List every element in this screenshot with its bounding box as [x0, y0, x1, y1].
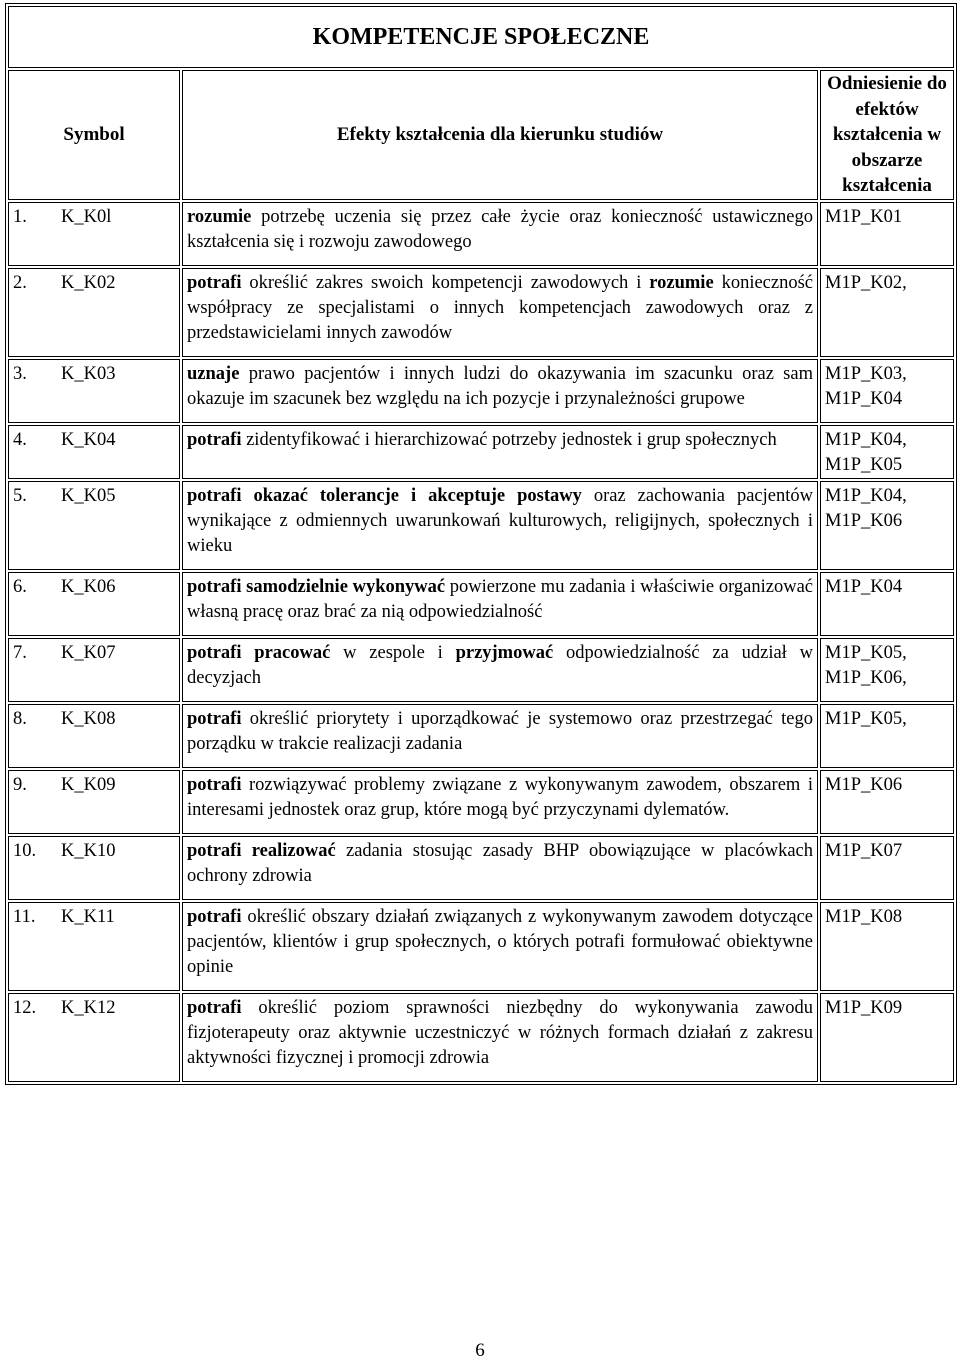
effect-keyword: potrafi	[187, 272, 242, 293]
reference-cell: M1P_K04, M1P_K06	[820, 481, 954, 570]
symbol-cell	[8, 770, 180, 834]
effect-keyword: potrafi samodzielnie wykonywać	[187, 576, 446, 597]
effect-cell	[182, 638, 818, 702]
reference-cell: M1P_K03, M1P_K04	[820, 359, 954, 423]
row-number: 7.	[13, 642, 27, 663]
table-row	[8, 572, 954, 636]
row-number: 3.	[13, 363, 27, 384]
table-body	[8, 202, 954, 1082]
effect-cell	[182, 704, 818, 768]
effect-cell	[182, 202, 818, 266]
effect-keyword: potrafi	[187, 429, 242, 450]
symbol-cell	[8, 359, 180, 423]
effect-text: odpowiedzialność za udział w decyzjach	[187, 642, 813, 688]
table-row	[8, 902, 954, 991]
header-reference: Odniesienie do efektów kształcenia w obszarze kształcenia	[820, 70, 954, 200]
header-symbol: Symbol	[8, 70, 180, 200]
reference-cell: M1P_K01	[820, 202, 954, 266]
row-number: 8.	[13, 708, 27, 729]
symbol-code: K_K0l	[61, 206, 112, 227]
effect-cell	[182, 359, 818, 423]
effect-keyword: potrafi realizować	[187, 840, 336, 861]
effect-text: oraz zachowania pacjentów wynikające z odmiennych uwarunkowań kulturowych, religijnych, społecznych i wieku	[187, 485, 813, 556]
symbol-cell	[8, 268, 180, 357]
effect-keyword: potrafi pracować	[187, 642, 331, 663]
effect-text: konieczność współpracy ze specjalistami o innych kompetencjach zawodowych oraz z przedstawicielami innych zawodów	[187, 272, 814, 343]
table-row	[8, 836, 954, 900]
symbol-cell	[8, 704, 180, 768]
effect-text: zidentyfikować i hierarchizować potrzeby jednostek i grup społecznych	[241, 429, 777, 450]
row-number: 11.	[13, 906, 36, 927]
symbol-cell	[8, 902, 180, 991]
symbol-cell	[8, 202, 180, 266]
symbol-cell	[8, 425, 180, 479]
symbol-code: K_K04	[61, 429, 116, 450]
row-number: 4.	[13, 429, 27, 450]
effect-text: prawo pacjentów i innych ludzi do okazywania im szacunku oraz sam okazuje im szacunek bez względu na ich pozycje i przynależności grupowe	[187, 363, 813, 409]
row-number: 9.	[13, 774, 27, 795]
table-row	[8, 425, 954, 479]
effect-keyword: potrafi	[187, 997, 242, 1018]
symbol-code: K_K10	[61, 840, 116, 861]
effect-cell	[182, 770, 818, 834]
effect-text: określić priorytety i uporządkować je systemowo oraz przestrzegać tego porządku w trakcie realizacji zadania	[187, 708, 813, 754]
symbol-cell	[8, 638, 180, 702]
effect-text: określić zakres swoich kompetencji zawodowych i	[241, 272, 650, 293]
symbol-code: K_K06	[61, 576, 116, 597]
effect-keyword: rozumie	[187, 206, 252, 227]
effect-keyword: rozumie	[649, 272, 714, 293]
table-row	[8, 638, 954, 702]
symbol-code: K_K07	[61, 642, 116, 663]
title-row	[8, 6, 954, 68]
table-row	[8, 704, 954, 768]
table-row	[8, 202, 954, 266]
effect-cell	[182, 425, 818, 479]
effect-text: w zespole i	[330, 642, 456, 663]
row-number: 2.	[13, 272, 27, 293]
symbol-code: K_K12	[61, 997, 116, 1018]
symbol-code: K_K09	[61, 774, 116, 795]
effect-keyword: przyjmować	[455, 642, 554, 663]
symbol-cell	[8, 993, 180, 1082]
reference-cell: M1P_K06	[820, 770, 954, 834]
effect-cell	[182, 572, 818, 636]
effect-text: określić poziom sprawności niezbędny do wykonywania zawodu fizjoterapeuty oraz aktywnie uczestniczyć w różnych formach działań z zakresu aktywności fizycznej i promocji zdrowia	[187, 997, 813, 1068]
effect-text: określić obszary działań związanych z wykonywanym zawodem dotyczące pacjentów, klientów i grup społecznych, o których potrafi formułować obiektywne opinie	[187, 906, 813, 977]
effect-cell	[182, 481, 818, 570]
effect-text: potrzebę uczenia się przez całe życie oraz konieczność ustawicznego kształcenia się i rozwoju zawodowego	[187, 206, 813, 252]
row-number: 6.	[13, 576, 27, 597]
symbol-code: K_K02	[61, 272, 116, 293]
row-number: 5.	[13, 485, 27, 506]
effect-keyword: potrafi	[187, 774, 242, 795]
effect-text: rozwiązywać problemy związane z wykonywanym zawodem, obszarem i interesami jednostek oraz grup, które mogą być przyczynami dylematów.	[187, 774, 813, 820]
symbol-cell	[8, 481, 180, 570]
effect-keyword: potrafi	[187, 906, 242, 927]
header-row	[8, 70, 954, 200]
page-number: 6	[475, 1340, 485, 1361]
symbol-cell	[8, 572, 180, 636]
effect-cell	[182, 836, 818, 900]
effect-cell	[182, 902, 818, 991]
row-number: 1.	[13, 206, 27, 227]
symbol-code: K_K05	[61, 485, 116, 506]
effect-keyword: uznaje	[187, 363, 240, 384]
table-row	[8, 359, 954, 423]
table-row	[8, 770, 954, 834]
reference-cell: M1P_K05,	[820, 704, 954, 768]
symbol-code: K_K11	[61, 906, 115, 927]
effect-cell	[182, 268, 818, 357]
header-effects: Efekty kształcenia dla kierunku studiów	[182, 70, 818, 200]
reference-cell: M1P_K04	[820, 572, 954, 636]
symbol-code: K_K08	[61, 708, 116, 729]
effect-keyword: potrafi okazać tolerancje i akceptuje postawy	[187, 485, 582, 506]
table-title: KOMPETENCJE SPOŁECZNE	[8, 6, 954, 68]
effect-text: powierzone mu zadania i właściwie organizować własną pracę oraz brać za nią odpowiedzialność	[187, 576, 813, 622]
symbol-cell	[8, 836, 180, 900]
effect-keyword: potrafi	[187, 708, 242, 729]
effect-cell	[182, 993, 818, 1082]
reference-cell: M1P_K09	[820, 993, 954, 1082]
competences-table	[5, 3, 957, 1085]
reference-cell: M1P_K04, M1P_K05	[820, 425, 954, 479]
symbol-code: K_K03	[61, 363, 116, 384]
reference-cell: M1P_K08	[820, 902, 954, 991]
row-number: 10.	[13, 840, 37, 861]
table-row	[8, 481, 954, 570]
row-number: 12.	[13, 997, 37, 1018]
reference-cell: M1P_K05, M1P_K06,	[820, 638, 954, 702]
table-row	[8, 268, 954, 357]
effect-text: zadania stosując zasady BHP obowiązujące w placówkach ochrony zdrowia	[187, 840, 813, 886]
reference-cell: M1P_K07	[820, 836, 954, 900]
table-row	[8, 993, 954, 1082]
reference-cell: M1P_K02,	[820, 268, 954, 357]
